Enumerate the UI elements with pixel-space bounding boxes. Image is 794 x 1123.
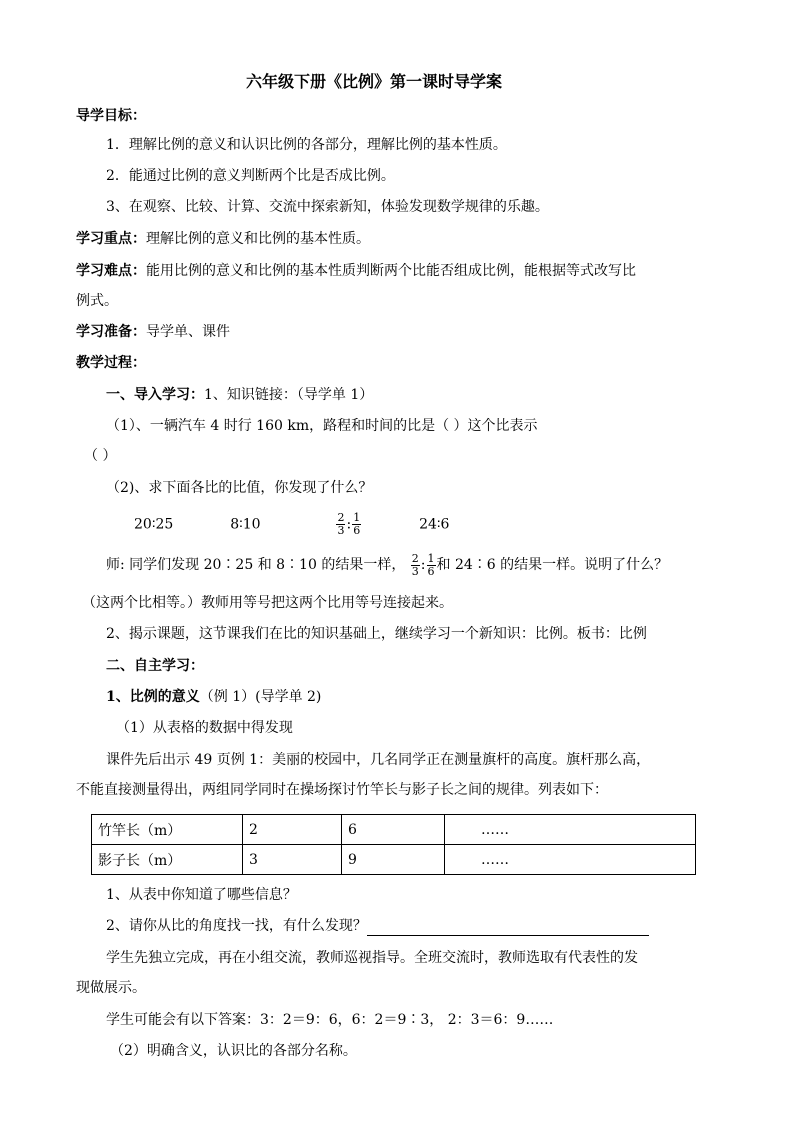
ratio-b: 8∶10 — [230, 516, 261, 533]
difficulty — [76, 261, 636, 281]
teacher-remark-part2: 和 24∶6 的结果一样。说明了什么？ — [436, 557, 669, 573]
reveal-topic: 2、揭示课题，这节课我们在比的知识基础上，继续学习一个新知识：比例。板书：比例 — [106, 626, 647, 642]
table-cell: 竹竿长（m） — [92, 815, 243, 845]
section2-heading: 二、自主学习： — [106, 658, 204, 674]
table-cell: 影子长（m） — [92, 845, 243, 875]
question-info: 1、从表中你知道了哪些信息？ — [106, 887, 297, 903]
objective-item: 2．能通过比例的意义判断两个比是否成比例。 — [106, 168, 395, 184]
table-cell: …… — [445, 845, 696, 875]
example-paragraph: 课件先后出示 49 页例 1：美丽的校园中，几名同学正在测量旗杆的高度。旗杆那么高， — [106, 752, 651, 768]
possible-answers: 学生可能会有以下答案：3：2＝9：6，6：2＝9∶3， 2：3＝6：9…… — [106, 1012, 554, 1028]
subsection-heading — [106, 687, 321, 707]
example-paragraph-cont: 不能直接测量得出，两组同学同时在操场探讨竹竿长与影子长之间的规律。列表如下： — [76, 782, 608, 798]
difficulty-text: 能用比例的意义和比例的基本性质判断两个比能否组成比例，能根据等式改写比 — [146, 263, 636, 279]
ratio-row — [134, 512, 449, 537]
preparation-text: 导学单、课件 — [146, 324, 230, 340]
key-point-label: 学习重点： — [76, 231, 146, 247]
fraction: $\frac{1}{6}$ — [353, 511, 361, 537]
process-heading: 教学过程： — [76, 355, 146, 371]
answer-blank[interactable] — [367, 921, 649, 936]
table-cell: 3 — [243, 845, 342, 875]
difficulty-text-cont: 例式。 — [76, 293, 118, 309]
objective-item: 1．理解比例的意义和认识比例的各部分，理解比例的基本性质。 — [106, 137, 507, 153]
table-cell: 9 — [342, 845, 445, 875]
objectives-heading: 导学目标： — [76, 108, 146, 124]
question-2-text: （2)、求下面各比的比值，你发现了什么？ — [106, 480, 373, 496]
subsection-title: 1、比例的意义 — [106, 689, 200, 705]
section1-subtitle: 1、知识链接：（导学单 1） — [204, 387, 374, 403]
page-title: 六年级下册《比例》第一课时导学案 — [246, 72, 503, 91]
question-1-text-cont: （ ） — [84, 448, 117, 464]
section1-title: 一、导入学习： — [106, 387, 204, 403]
fraction-colon: : — [346, 516, 352, 533]
question-find-text: 2、请你从比的角度找一找，有什么发现？ — [106, 918, 367, 934]
preparation — [76, 322, 230, 342]
fraction: $\frac{1}{6}$ — [427, 551, 435, 578]
fraction: $\frac{2}{3}$ — [411, 551, 419, 578]
item-2: （2）明确含义，认识比的各部分名称。 — [110, 1043, 357, 1059]
item-1: （1）从表格的数据中得发现 — [116, 720, 293, 736]
table-row — [92, 815, 696, 845]
subsection-note: （例 1）(导学单 2) — [199, 689, 322, 705]
table-cell: 6 — [342, 815, 445, 845]
table-cell: 2 — [243, 815, 342, 845]
difficulty-label: 学习难点： — [76, 263, 146, 279]
preparation-label: 学习准备： — [76, 324, 146, 340]
data-table — [91, 814, 696, 875]
question-1-text: （1）、一辆汽车 4 时行 160 km，路程和时间的比是（ ）这个比表示 — [106, 418, 538, 434]
section1-heading — [106, 385, 373, 405]
fraction: $\frac{2}{3}$ — [337, 511, 345, 537]
fraction-colon: : — [420, 557, 426, 573]
teacher-remark-part1: 师: 同学们发现 20∶25 和 8∶10 的结果一样， — [106, 557, 406, 573]
ratio-a: 20∶25 — [134, 516, 174, 533]
teacher-remark-cont: （这两个比相等。）教师用等号把这两个比用等号连接起来。 — [82, 595, 453, 611]
objective-item: 3、在观察、比较、计算、交流中探索新知，体验发现数学规律的乐趣。 — [106, 199, 549, 215]
table-row — [92, 845, 696, 875]
students-paragraph-cont: 现做展示。 — [76, 980, 146, 996]
key-point — [76, 229, 370, 249]
teacher-remark — [106, 552, 668, 578]
key-point-text: 理解比例的意义和比例的基本性质。 — [146, 231, 370, 247]
students-paragraph: 学生先独立完成，再在小组交流，教师巡视指导。全班交流时，教师选取有代表性的发 — [106, 950, 638, 966]
table-cell: …… — [445, 815, 696, 845]
ratio-d: 24∶6 — [419, 516, 450, 533]
question-find — [106, 916, 649, 936]
